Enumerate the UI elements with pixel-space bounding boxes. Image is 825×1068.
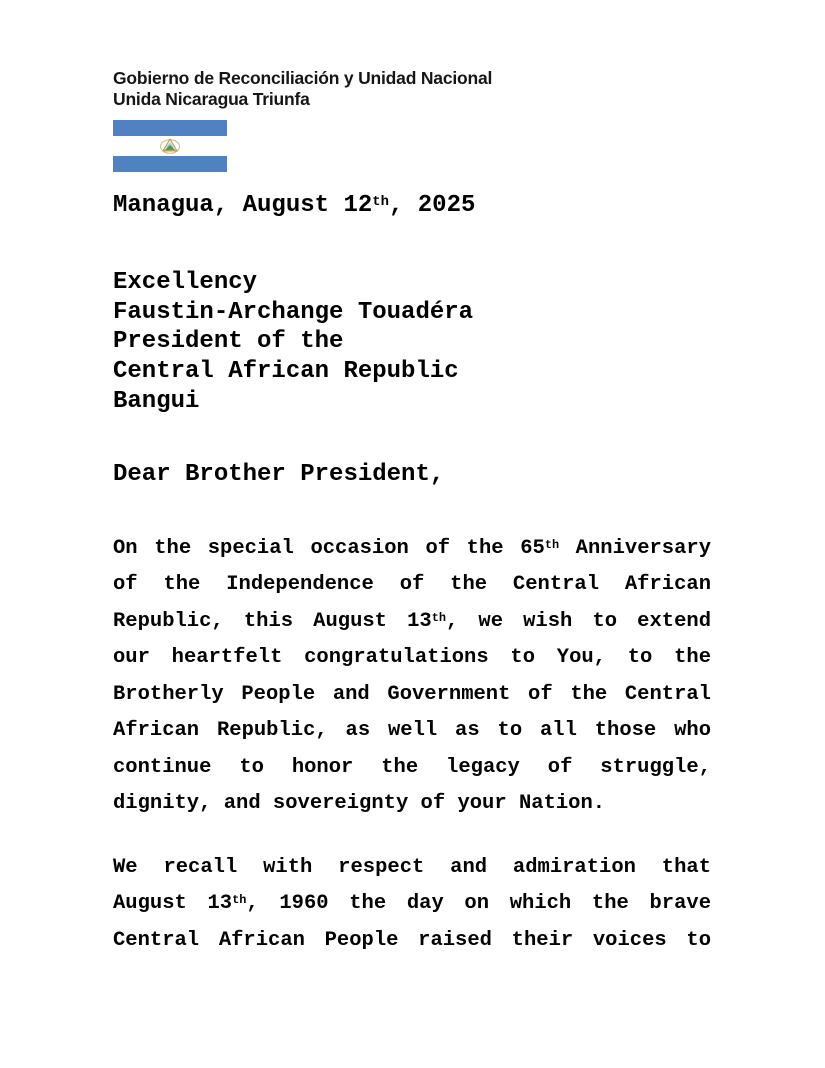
paragraph-1-line-8: dignity, and sovereignty of your Nation.	[113, 792, 606, 816]
paragraph-1-line-5: Brotherly People and Government of the Central	[113, 682, 711, 706]
letterhead	[113, 68, 711, 110]
flag-emblem-icon	[158, 138, 182, 155]
paragraph-1-line-7: continue to honor the legacy of struggle,	[113, 755, 711, 779]
recipient-line-5: Bangui	[113, 387, 200, 415]
nicaragua-flag	[113, 120, 227, 172]
recipient-line-2: Faustin-Archange Touadéra	[113, 298, 474, 326]
paragraph-2-line-3: Central African People raised their voices to	[113, 928, 711, 952]
paragraph-2-line-2: August 13th, 1960 the day on which the brave	[113, 892, 712, 916]
salutation: Dear Brother President,	[113, 460, 445, 488]
recipient-block	[113, 268, 711, 417]
letterhead-line-1: Gobierno de Reconciliación y Unidad Nacional	[113, 68, 493, 88]
recipient-line-3: President of the	[113, 328, 344, 356]
letterhead-line-2: Unida Nicaragua Triunfa	[113, 89, 310, 109]
paragraph-2	[113, 850, 711, 960]
paragraph-1-line-6: African Republic, as well as to all those who	[113, 719, 711, 743]
flag-stripe-middle	[113, 136, 227, 156]
paragraph-1-line-3: Republic, this August 13th, we wish to extend	[113, 609, 711, 633]
paragraph-1-line-1: On the special occasion of the 65th Anniversary	[113, 536, 712, 560]
paragraph-1-line-2: of the Independence of the Central African	[113, 573, 711, 597]
paragraph-1-line-4: our heartfelt congratulations to You, to the	[113, 646, 711, 670]
recipient-line-1: Excellency	[113, 269, 258, 296]
flag-stripe-bottom	[113, 156, 227, 172]
paragraph-2-line-1: We recall with respect and admiration that	[113, 855, 711, 879]
recipient-line-4: Central African Republic	[113, 358, 459, 386]
paragraph-1	[113, 531, 711, 823]
dateline: Managua, August 12th, 2025	[113, 192, 476, 219]
flag-stripe-top	[113, 120, 227, 136]
